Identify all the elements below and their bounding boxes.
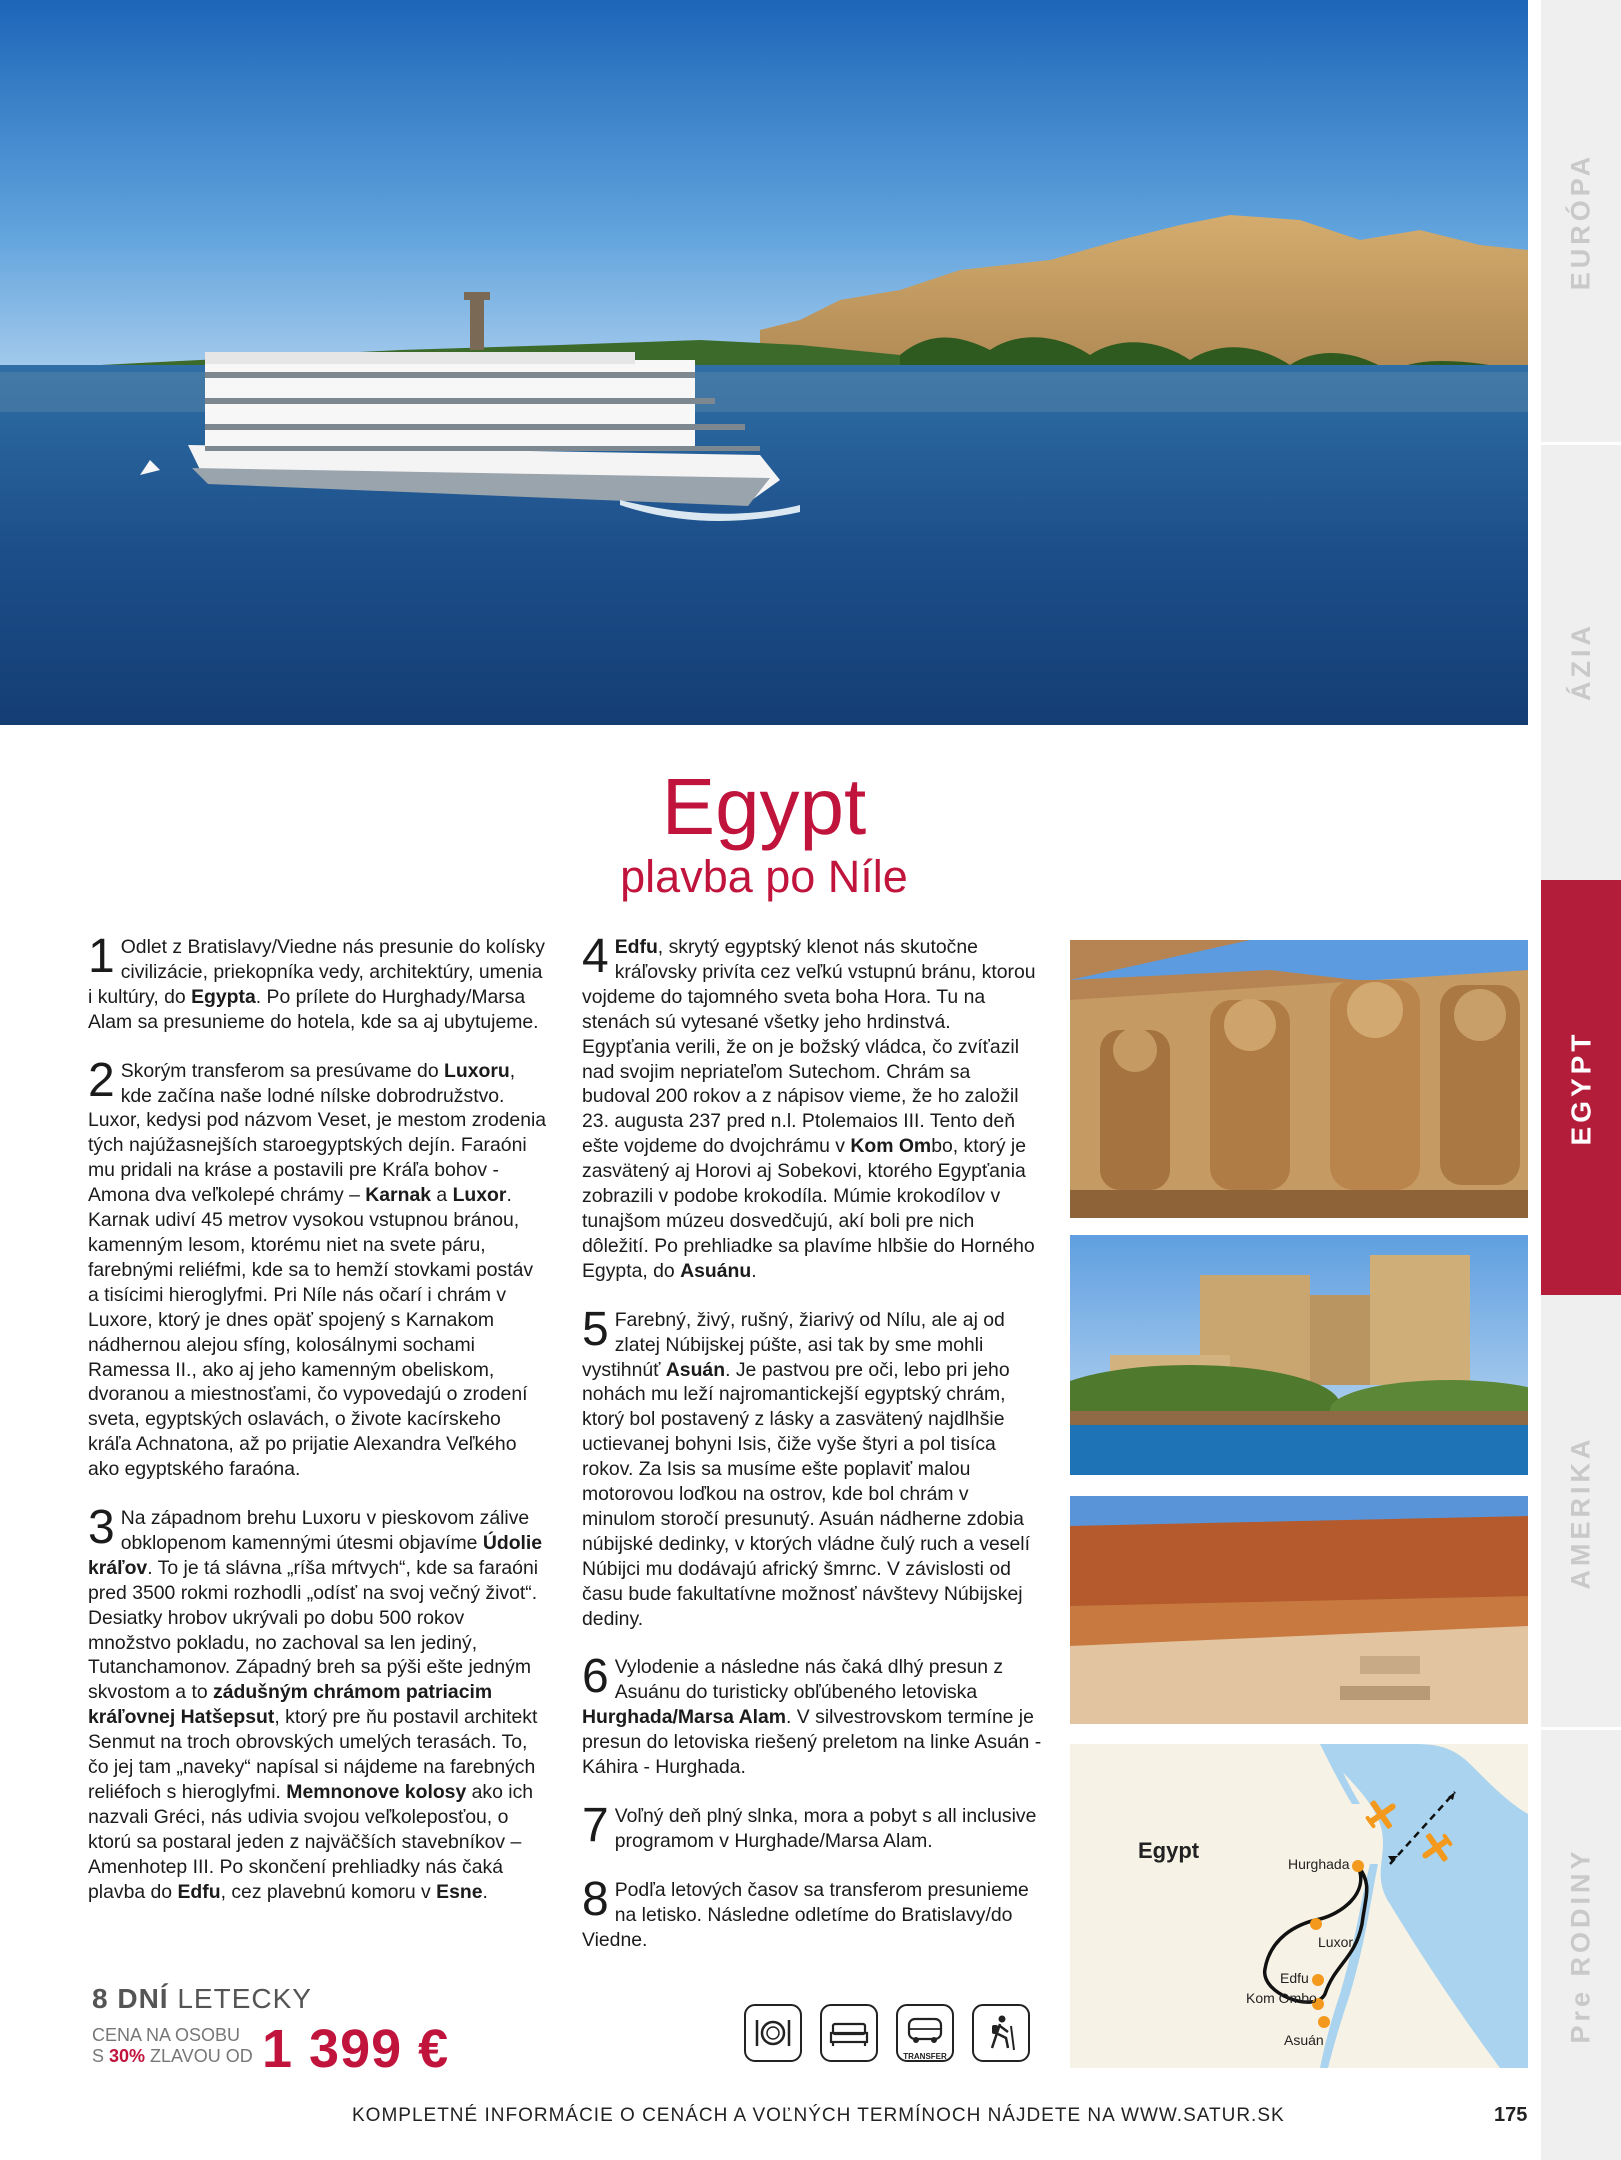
day-text: Vylodenie a následne nás čaká dlhý presun z Asuánu do turisticky obľúbeného letoviska Hurghada/Marsa Alam. V silvestrovskom termíne je presun do letoviska riešený preletom na linke Asuán - Káhira - Hurghada.	[582, 1656, 1042, 1779]
tab-egypt-label: EGYPT	[1565, 1030, 1597, 1145]
tab-egypt[interactable]	[1541, 880, 1621, 1295]
tab-amerika-label: AMERIKA	[1565, 1435, 1596, 1589]
route-map	[1070, 1744, 1528, 2068]
map-city-luxor: Luxor	[1318, 1934, 1354, 1950]
map-country-label: Egypt	[1138, 1838, 1200, 1863]
tab-azia-label: ÁZIA	[1565, 622, 1596, 701]
day-number: 6	[582, 1650, 609, 1704]
tab-azia[interactable]	[1541, 445, 1621, 878]
price-note-line1: CENA NA OSOBU	[92, 2025, 241, 2045]
trip-duration	[92, 1983, 312, 2015]
service-icons	[744, 2004, 1030, 2062]
footer-note: KOMPLETNÉ INFORMÁCIE O CENÁCH A VOĽNÝCH TERMÍNOCH NÁJDETE NA WWW.SATUR.SK	[352, 2105, 1285, 2126]
map-city-hurghada: Hurghada	[1288, 1856, 1350, 1872]
day-text: Voľný deň plný slnka, mora a pobyt s all inclusive programom v Hurghade/Marsa Alam.	[614, 1805, 1037, 1852]
map-city-kom-ombo: Kom Ombo	[1246, 1990, 1317, 2006]
page-number: 175	[1494, 2104, 1528, 2126]
itinerary-day	[88, 930, 548, 1035]
day-number: 2	[88, 1053, 115, 1107]
day-number: 1	[88, 930, 115, 983]
hiking-icon	[972, 2004, 1030, 2062]
tab-pre-rodiny-label: Pre RODINY	[1565, 1846, 1596, 2044]
transfer-caption: TRANSFER	[903, 2052, 947, 2061]
meals-icon	[744, 2004, 802, 2062]
price-note	[92, 2025, 253, 2067]
photo-abu-simbel	[1070, 940, 1528, 1218]
tab-europa[interactable]	[1541, 0, 1621, 442]
day-number: 5	[582, 1302, 609, 1356]
map-city-edfu: Edfu	[1280, 1970, 1309, 1986]
itinerary-day	[582, 1302, 1042, 1632]
day-text: Skorým transferom sa presúvame do Luxoru, kde začína naše lodné nílske dobrodružstvo. Luxor, kedysi pod názvom Veset, je mestom zrodenia tých najúžasnejších staroegyptských dejín. Faraóni mu pridali na kráse a postavili pre Kráľa bohov - Amona dva veľkolepé chrámy – Karnak a Luxor. Karnak udiví 45 metrov vysokou vstupnou bránou, kamenným lesom, ktorému niet na svete páru, farebnými reliéfmi, kde sa to hemží stovkami postáv a tisícimi hieroglyfmi. Pri Níle nás očarí i chrám v Luxore, ktorý je dnes opäť spojený s Karnakom nádhernou alejou sfíng, kolosálnymi sochami Ramessa II., ako aj jeho kamenným obeliskom, dvoranou a miestnosťami, čo vypovedajú o zrodení sveta, egyptských oslavách, o živote kacírskeho kráľa Achnatona, až po prijatie Alexandra Veľkého ako egyptského faraóna.	[88, 1059, 547, 1481]
price-note-line2	[92, 2046, 253, 2067]
photo-valley-of-kings	[1070, 1496, 1528, 1724]
section-tabs	[1541, 0, 1621, 2160]
itinerary-day	[582, 930, 1042, 1284]
day-text: Edfu, skrytý egyptský klenot nás skutočne kráľovsky privíta cez veľkú vstupnú bránu, ktorou vojdeme do tajomného sveta boha Hora. Tu na stenách sú vytesané všetky jeho hrdinstvá. Egypťania verili, že on je božský vládca, čo zvíťazil nad svojim nepriateľom Sutechom. Chrám sa budoval 200 rokov a z nápisov vieme, že ho založil 23. augusta 237 pred n.l. Ptolemaios III. Tento deň ešte vojdeme do dvojchrámu v Kom Ombo, ktorý je zasvätený aj Horovi aj Sobekovi, ktorého Egypťania zobrazili v podobe krokodíla. Múmie krokodílov v tunajšom múzeu dosvedčujú, akí boli pre nich dôležití. Po prehliadke sa plavíme hlbšie do Horného Egypta, do Asuánu.	[582, 936, 1036, 1282]
itinerary-day	[88, 1501, 548, 1905]
bus-icon	[896, 2004, 954, 2062]
day-number: 8	[582, 1872, 609, 1926]
itinerary-day	[582, 1872, 1042, 1953]
day-text: Podľa letových časov sa transferom presunieme na letisko. Následne odletíme do Bratislavy/do Viedne.	[582, 1878, 1029, 1951]
hero-photo-nile-cruise	[0, 0, 1528, 725]
page-subtitle: plavba po Níle	[620, 851, 908, 902]
price-note-s: S	[92, 2046, 110, 2066]
itinerary-day	[88, 1053, 548, 1482]
duration-mode: LETECKY	[168, 1983, 312, 2014]
itinerary-day	[582, 1650, 1042, 1780]
map-city-asuan: Asuán	[1284, 2032, 1324, 2048]
day-text: Na západnom brehu Luxoru v pieskovom zálive obklopenom kamennými útesmi objavíme Údolie kráľov. To je tá slávna „ríša mŕtvych“, kde sa faraóni pred 3500 rokmi rozhodli „odísť na svoj večný život“. Desiatky hrobov ukrývali po dobu 500 rokov množstvo pokladu, no zachoval sa len jediný, Tutanchamonov. Západný breh sa pýši ešte jedným skvostom a to zádušným chrámom patriacim kráľovnej Hatšepsut, ktorý pre ňu postavil architekt Senmut na troch obrovských umelých terasách. To, čo jej tam „naveky“ napísal si nájdeme na farebných reliéfoch s hieroglyfmi. Memnonove kolosy ako ich nazvali Gréci, nás udivia svojou veľkoleposťou, o ktorú sa postaral jeden z najväčších stavebníkov – Amenhotep III. Po skončení prehliadky nás čaká plavba do Edfu, cez plavebnú komoru v Esne.	[88, 1507, 543, 1903]
day-text: Farebný, živý, rušný, žiarivý od Nílu, ale aj od zlatej Núbijskej púšte, asi tak by sme mohli vystihnúť Asuán. Je pastvou pre oči, lebo pri jeho nohách mu leží najromantickejší egyptský chrám, ktorý bol postavený z lásky a zasvätený najdlhšie uctievanej bohyni Isis, čiže vyše štyri a pol tisíca rokov. Za Isis sa musíme ešte poplaviť malou motorovou loďkou na ostrov, kde bol chrám v minulom storočí presunutý. Asuán nádherne zdobia núbijské dedinky, v ktorých vládne čulý ruch a veselí Núbijci mu dodávajú africký šmrnc. V závislosti od času bude fakultatívne možnosť návštevy Núbijskej dediny.	[582, 1308, 1031, 1630]
itinerary-column-right	[582, 930, 1042, 1977]
duration-days: 8 DNÍ	[92, 1983, 169, 2014]
photo-philae-temple	[1070, 1235, 1528, 1475]
discount-value: 30%	[109, 2046, 146, 2066]
day-number: 7	[582, 1799, 609, 1852]
day-text: Odlet z Bratislavy/Viedne nás presunie do kolísky civilizácie, priekopníka vedy, architektúry, umenia i kultúry, do Egypta. Po prílete do Hurghady/Marsa Alam sa presunieme do hotela, kde sa aj ubytujeme.	[88, 936, 546, 1033]
itinerary-column-left	[88, 930, 548, 1929]
day-number: 4	[582, 930, 609, 983]
itinerary-day	[582, 1799, 1042, 1854]
price-note-rest: ZLAVOU OD	[145, 2046, 253, 2066]
bed-icon	[820, 2004, 878, 2062]
tab-amerika[interactable]	[1541, 1297, 1621, 1727]
tab-pre-rodiny[interactable]	[1541, 1730, 1621, 2160]
tab-europa-label: EURÓPA	[1565, 152, 1596, 290]
page-title: Egypt	[661, 762, 867, 851]
day-number: 3	[88, 1501, 115, 1555]
price-value: 1 399 €	[262, 2019, 450, 2079]
